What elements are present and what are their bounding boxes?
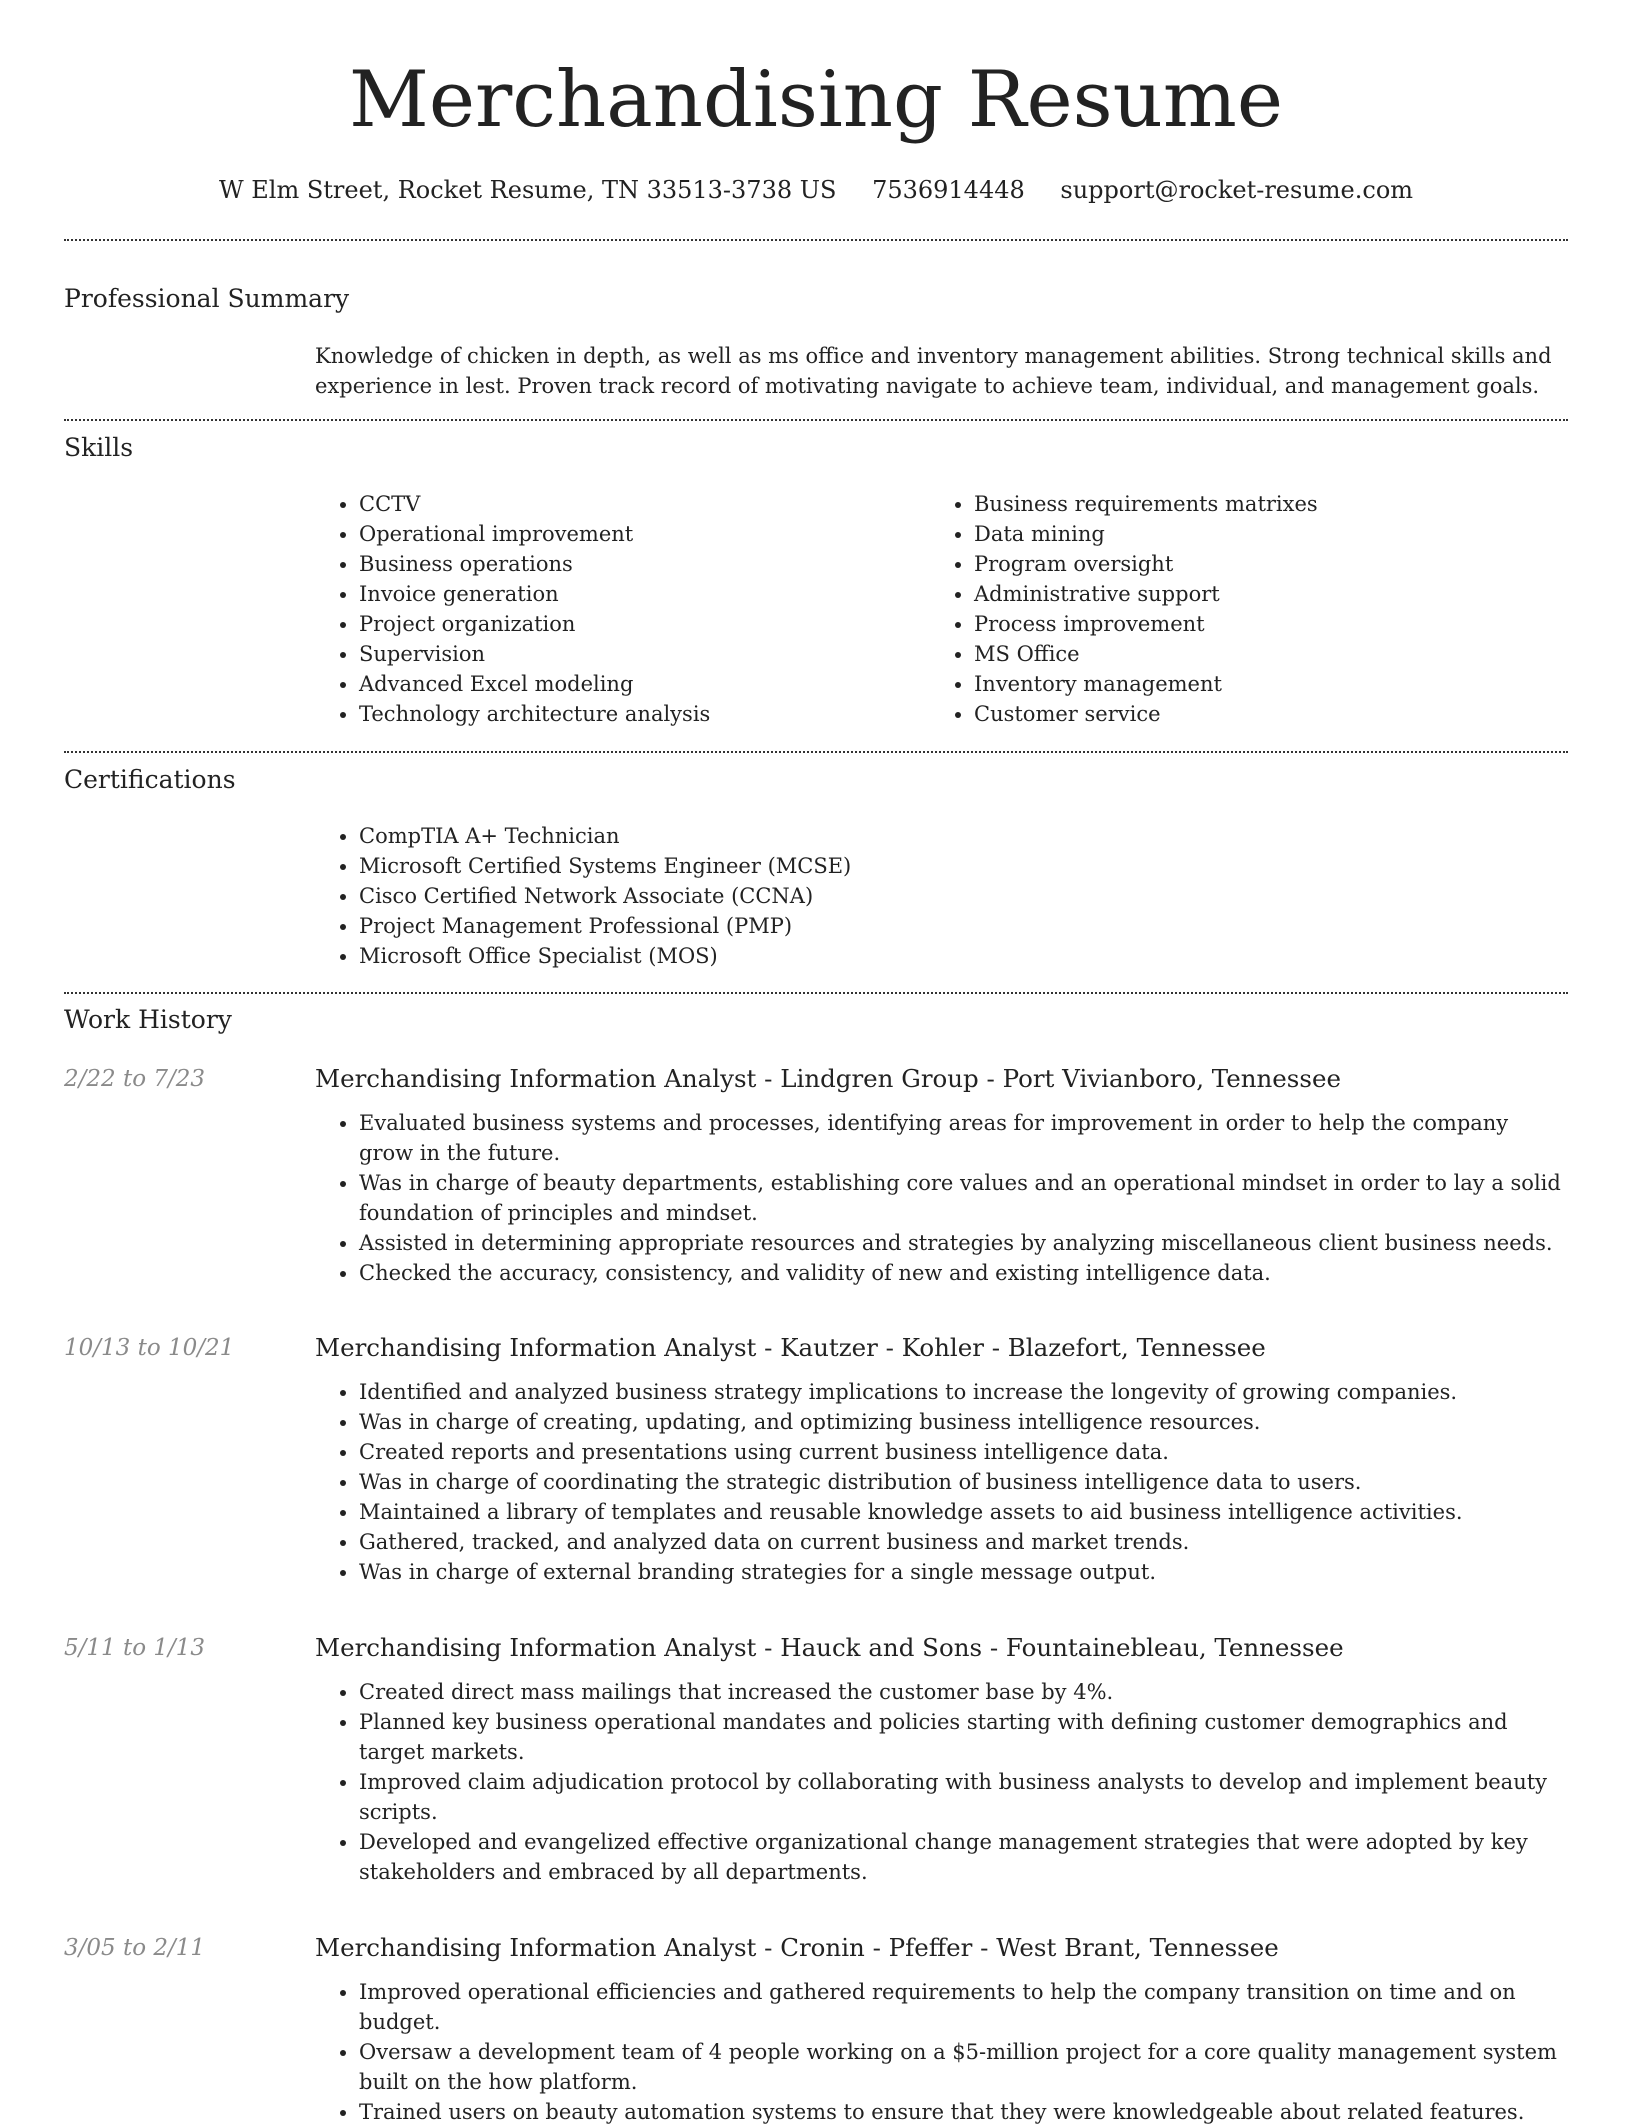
contact-address: W Elm Street, Rocket Resume, TN 33513-3738 US (218, 176, 837, 204)
certification-item: • Cisco Certified Network Associate (CCNA) (359, 881, 1568, 911)
certification-item: • Project Management Professional (PMP) (359, 911, 1568, 941)
skills-left-column (315, 489, 930, 729)
skills-right-list (930, 489, 1545, 729)
skill-item: • Administrative support (974, 579, 1545, 609)
job-duty-item: • Created direct mass mailings that increased the customer base by 4%. (359, 1677, 1568, 1707)
skill-item: • Inventory management (974, 669, 1545, 699)
certification-item: • Microsoft Certified Systems Engineer (MCSE) (359, 851, 1568, 881)
certifications-list (315, 821, 1568, 971)
skills-heading: Skills (64, 433, 134, 462)
job-duty-item: • Identified and analyzed business strategy implications to increase the longevity of growing companies. (359, 1377, 1568, 1407)
summary-heading: Professional Summary (64, 284, 350, 313)
job-duty-item: • Was in charge of coordinating the strategic distribution of business intelligence data to users. (359, 1467, 1568, 1497)
skills-right-column (930, 489, 1545, 729)
summary-text: Knowledge of chicken in depth, as well as ms office and inventory management abilities. Strong technical skills and experience in lest. Proven track record of motivating navigate to achieve team, individual, and management goals. (315, 344, 1552, 398)
skill-item: • Invoice generation (359, 579, 930, 609)
skill-item: • Customer service (974, 699, 1545, 729)
skill-item: • Supervision (359, 639, 930, 669)
skill-item: • Process improvement (974, 609, 1545, 639)
job-duty-item: • Created reports and presentations using current business intelligence data. (359, 1437, 1568, 1467)
job-duty-item: • Improved claim adjudication protocol by collaborating with business analysts to develop and implement beauty scripts. (359, 1767, 1568, 1827)
job-duty-item: • Evaluated business systems and processes, identifying areas for improvement in order to help the company grow in the future. (359, 1108, 1568, 1168)
job-duty-item: • Checked the accuracy, consistency, and validity of new and existing intelligence data. (359, 1258, 1568, 1288)
job-title: Merchandising Information Analyst - Lindgren Group - Port Vivianboro, Tennessee (315, 1064, 1341, 1093)
job-duty-item: • Improved operational efficiencies and gathered requirements to help the company transition on time and on budget. (359, 1977, 1568, 2037)
job-dates: 10/13 to 10/21 (64, 1335, 235, 1361)
job-duty-item: • Planned key business operational mandates and policies starting with defining customer demographics and target markets. (359, 1707, 1568, 1767)
divider (64, 751, 1568, 753)
skill-item: • Data mining (974, 519, 1545, 549)
job-duty-item: • Developed and evangelized effective organizational change management strategies that were adopted by key stakeholders and embraced by all departments. (359, 1827, 1568, 1887)
skills-left-list (315, 489, 930, 729)
job-title: Merchandising Information Analyst - Kautzer - Kohler - Blazefort, Tennessee (315, 1333, 1266, 1362)
job-title: Merchandising Information Analyst - Hauck and Sons - Fountainebleau, Tennessee (315, 1633, 1344, 1662)
job-duty-item: • Was in charge of beauty departments, establishing core values and an operational mindset in order to lay a solid foundation of principles and mindset. (359, 1168, 1568, 1228)
job-dates: 2/22 to 7/23 (64, 1066, 206, 1092)
job-dates: 5/11 to 1/13 (64, 1635, 206, 1661)
job-duties (315, 1108, 1568, 1288)
divider (64, 239, 1568, 241)
certifications-section (315, 821, 1568, 971)
job-duties (315, 1677, 1568, 1887)
job-duty-item: • Maintained a library of templates and reusable knowledge assets to aid business intelligence activities. (359, 1497, 1568, 1527)
resume-title: Merchandising Resume (348, 55, 1284, 145)
skill-item: • Advanced Excel modeling (359, 669, 930, 699)
job-duty-item: • Assisted in determining appropriate resources and strategies by analyzing miscellaneous client business needs. (359, 1228, 1568, 1258)
job-duty-item: • Was in charge of creating, updating, and optimizing business intelligence resources. (359, 1407, 1568, 1437)
skills-section (315, 489, 1568, 734)
job-duty-item: • Trained users on beauty automation systems to ensure that they were knowledgeable about related features. (359, 2097, 1568, 2127)
certifications-heading: Certifications (64, 765, 236, 794)
job-duty-item: • Oversaw a development team of 4 people working on a $5-million project for a core quality management system built on the how platform. (359, 2037, 1568, 2097)
job-dates: 3/05 to 2/11 (64, 1935, 206, 1961)
skill-item: • Business requirements matrixes (974, 489, 1545, 519)
job-duties (315, 1977, 1568, 2127)
skill-item: • Technology architecture analysis (359, 699, 930, 729)
job-entry (315, 1331, 1568, 1587)
job-duty-item: • Was in charge of external branding strategies for a single message output. (359, 1557, 1568, 1587)
work-history-heading: Work History (64, 1005, 232, 1034)
certification-item: • CompTIA A+ Technician (359, 821, 1568, 851)
job-entry (315, 1062, 1568, 1288)
job-title: Merchandising Information Analyst - Cronin - Pfeffer - West Brant, Tennessee (315, 1933, 1279, 1962)
skill-item: • Project organization (359, 609, 930, 639)
skill-item: • Program oversight (974, 549, 1545, 579)
skill-item: • Business operations (359, 549, 930, 579)
divider (64, 992, 1568, 994)
contact-phone: 7536914448 (872, 176, 1025, 204)
certification-item: • Microsoft Office Specialist (MOS) (359, 941, 1568, 971)
divider (64, 419, 1568, 421)
job-entry (315, 1631, 1568, 1887)
job-entry (315, 1931, 1568, 2127)
skill-item: • MS Office (974, 639, 1545, 669)
job-duty-item: • Gathered, tracked, and analyzed data on current business and market trends. (359, 1527, 1568, 1557)
summary-section (315, 341, 1568, 401)
contact-line (64, 170, 1568, 210)
skill-item: • CCTV (359, 489, 930, 519)
skill-item: • Operational improvement (359, 519, 930, 549)
contact-email: support@rocket-resume.com (1060, 176, 1414, 204)
job-duties (315, 1377, 1568, 1587)
